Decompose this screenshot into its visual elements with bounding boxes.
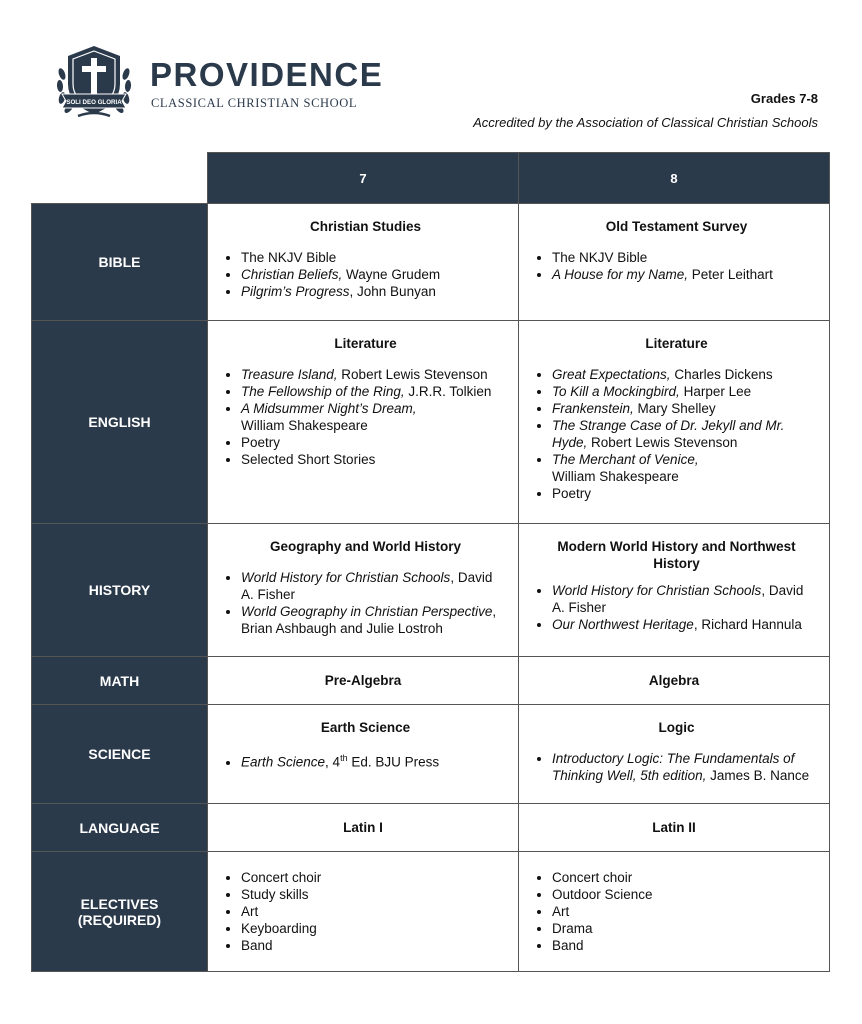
grades-label: Grades 7-8 [750, 91, 818, 106]
list-item: • Band [241, 937, 508, 954]
list-item: • A House for my Name, Peter Leithart [552, 266, 819, 283]
list-item: • Art [241, 903, 508, 920]
list-item: • The Strange Case of Dr. Jekyll and Mr. Hyde, Robert Lewis Stevenson [552, 417, 819, 451]
electives-grade-7 [208, 852, 519, 972]
course-title: Christian Studies [309, 219, 422, 234]
subject-bible: BIBLE [32, 204, 208, 321]
list-item: • Pilgrim’s Progress, John Bunyan [241, 283, 508, 300]
list-item: • Earth Science, 4th Ed. BJU Press [241, 750, 508, 771]
math-grade-8: Algebra [519, 657, 830, 705]
list-item: • Treasure Island, Robert Lewis Stevenson [241, 366, 508, 383]
subject-language: LANGUAGE [32, 804, 208, 852]
list-item: • World History for Christian Schools, David A. Fisher [552, 582, 819, 616]
list-item: • Study skills [241, 886, 508, 903]
list-item: • Great Expectations, Charles Dickens [552, 366, 819, 383]
list-item: • Concert choir [241, 869, 508, 886]
language-grade-8: Latin II [519, 804, 830, 852]
list-item: • Selected Short Stories [241, 451, 508, 468]
list-item: • The NKJV Bible [552, 249, 819, 266]
table-row-math [32, 657, 830, 705]
science-grade-8 [519, 705, 830, 804]
table-row-english [32, 321, 830, 524]
list-item: • World History for Christian Schools, David A. Fisher [241, 569, 508, 603]
subject-electives: ELECTIVES (REQUIRED) [32, 852, 208, 972]
course-title: Modern World History and Northwest History [557, 539, 796, 571]
bible-grade-8 [519, 204, 830, 321]
list-item: • Drama [552, 920, 819, 937]
list-item: • Frankenstein, Mary Shelley [552, 400, 819, 417]
electives-grade-8 [519, 852, 830, 972]
english-grade-8 [519, 321, 830, 524]
list-item: • The NKJV Bible [241, 249, 508, 266]
list-item: • Concert choir [552, 869, 819, 886]
school-subtitle: CLASSICAL CHRISTIAN SCHOOL [151, 96, 358, 110]
table-header-row [32, 153, 830, 204]
course-title: Geography and World History [269, 539, 462, 554]
list-item: • Our Northwest Heritage, Richard Hannula [552, 616, 819, 633]
list-item: • The Fellowship of the Ring, J.R.R. Tolkien [241, 383, 508, 400]
list-item: • Art [552, 903, 819, 920]
course-title: Literature [334, 336, 397, 351]
subject-history: HISTORY [32, 524, 208, 657]
list-item: • Poetry [552, 485, 819, 502]
subject-science: SCIENCE [32, 705, 208, 804]
list-item: • Poetry [241, 434, 508, 451]
school-crest-logo [54, 44, 134, 122]
list-item: • Outdoor Science [552, 886, 819, 903]
list-item: • Band [552, 937, 819, 954]
course-title: Literature [645, 336, 708, 351]
subject-english: ENGLISH [32, 321, 208, 524]
table-row-language [32, 804, 830, 852]
course-title: Old Testament Survey [605, 219, 748, 234]
course-title: Earth Science [320, 720, 411, 735]
school-name: PROVIDENCE [150, 56, 384, 93]
list-item: • Christian Beliefs, Wayne Grudem [241, 266, 508, 283]
list-item: • Introductory Logic: The Fundamentals of Thinking Well, 5th edition, James B. Nance [552, 750, 819, 784]
accreditation-note: Accredited by the Association of Classical Christian Schools [473, 115, 818, 130]
math-grade-7: Pre-Algebra [208, 657, 519, 705]
language-grade-7: Latin I [208, 804, 519, 852]
list-item: • A Midsummer Night’s Dream, William Shakespeare [241, 400, 508, 434]
table-row-bible [32, 204, 830, 321]
table-row-science [32, 705, 830, 804]
list-item: • World Geography in Christian Perspective, Brian Ashbaugh and Julie Lostroh [241, 603, 508, 637]
bible-grade-7 [208, 204, 519, 321]
english-grade-7 [208, 321, 519, 524]
logo-motto: SOLI DEO GLORIA [66, 99, 122, 106]
curriculum-table [31, 152, 830, 972]
history-grade-7 [208, 524, 519, 657]
header-blank-cell [32, 153, 208, 204]
grade-8-header: 8 [519, 153, 830, 204]
list-item: • Keyboarding [241, 920, 508, 937]
list-item: • The Merchant of Venice, William Shakespeare [552, 451, 819, 485]
list-item: • To Kill a Mockingbird, Harper Lee [552, 383, 819, 400]
table-row-electives [32, 852, 830, 972]
grade-7-header: 7 [208, 153, 519, 204]
course-title: Logic [658, 720, 695, 735]
subject-math: MATH [32, 657, 208, 705]
science-grade-7 [208, 705, 519, 804]
history-grade-8 [519, 524, 830, 657]
table-row-history [32, 524, 830, 657]
